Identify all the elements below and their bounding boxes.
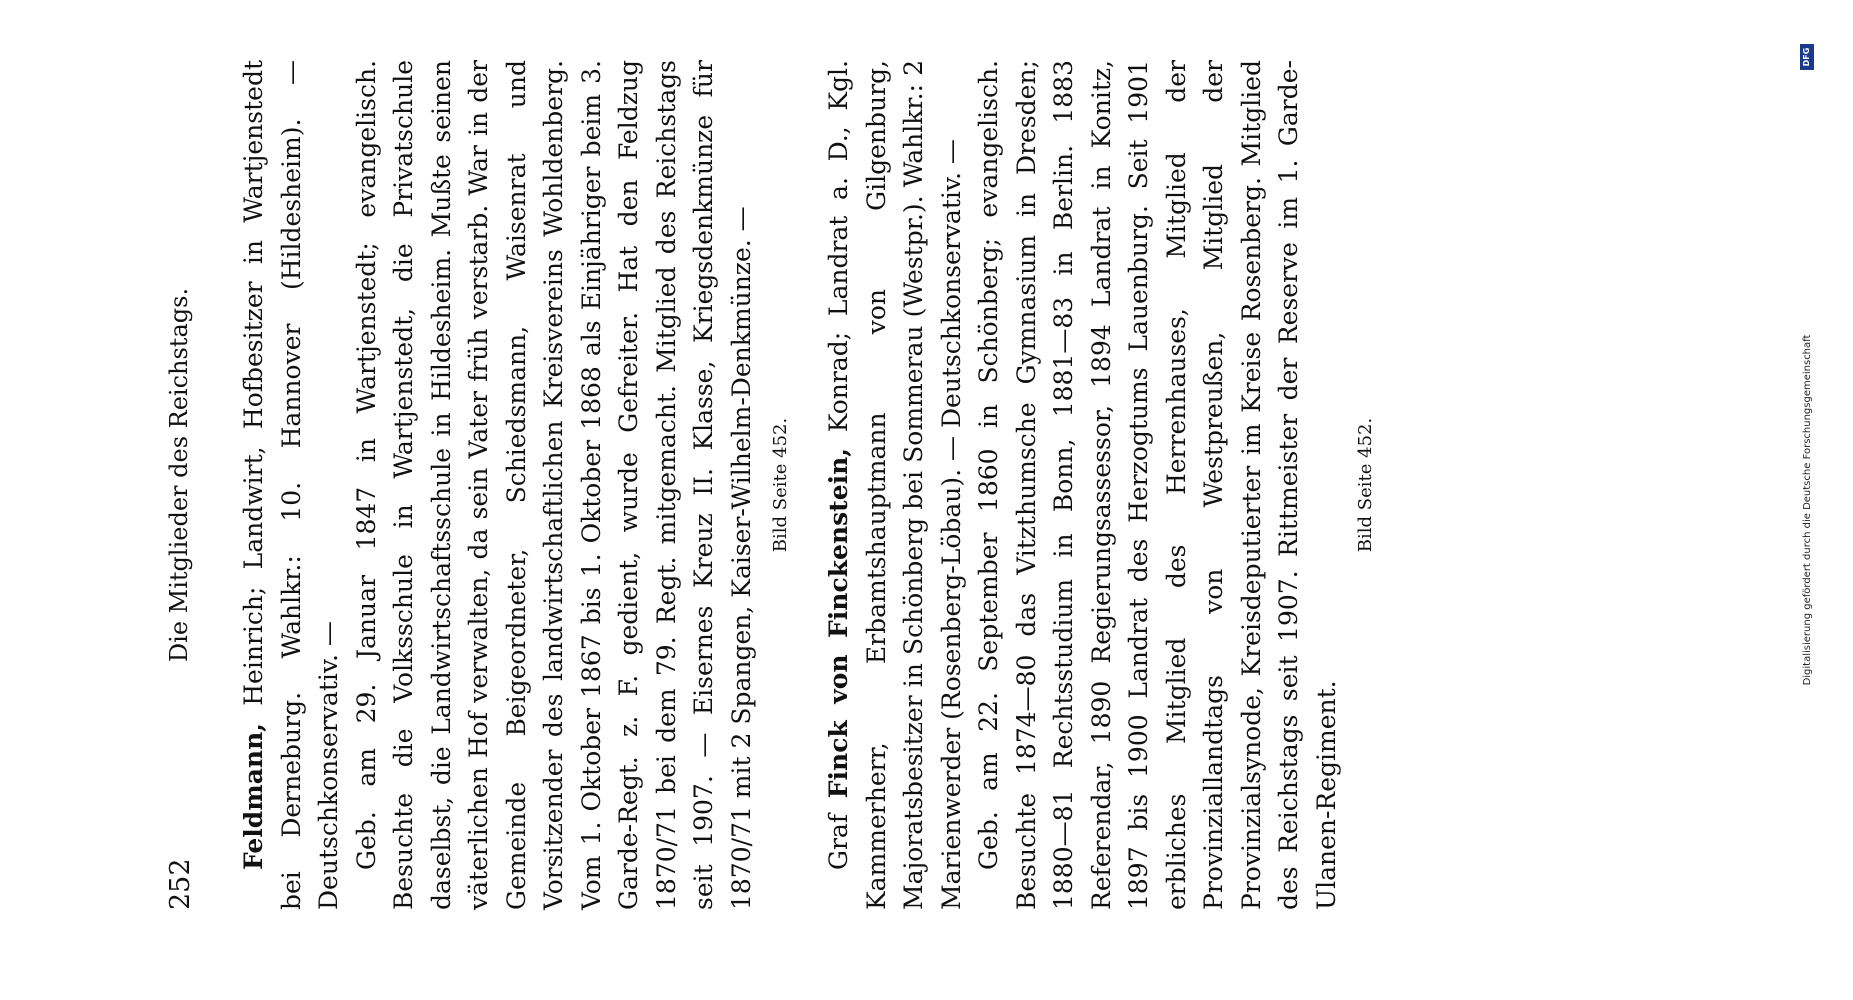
member-intro: Konrad; Landrat a. D., Kgl. Kammerherr, Erbamtshauptmann von Gilgenburg, Majoratsbesitzer in Schönberg bei Sommerau (Westpr.). Wahlkr.: 2 Marienwerder (Rosenberg-Löbau). — Deutschkonservativ. — xyxy=(824,60,966,910)
image-reference: Bild Seite 452. xyxy=(1355,417,1376,553)
member-intro: Heinrich; Landwirt, Hofbesitzer in Wartjenstedt bei Derneburg. Wahlkr.: 10. Hannover (Hildesheim). — Deutschkonservativ. — xyxy=(239,60,343,910)
funding-note: Digitalisierung gefördert durch die Deutsche Forschungsgemeinschaft xyxy=(1802,334,1813,686)
member-prefix: Graf xyxy=(824,798,853,870)
entry-heading xyxy=(235,60,348,910)
member-bio: Geb. am 29. Januar 1847 in Wartjenstedt; evangelisch. Besuchte die Volksschule in Wartjenstedt, die Privatschule daselbst, die Landwirtschaftsschule in Hildesheim. Mußte seinen väterlichen Hof verwalten, da sein Vater früh verstarb. War in der Gemeinde Beigeordneter, Schiedsmann, Waisenrat und Vorsitzender des landwirtschaftlichen Kreisvereins Wohldenberg. Vom 1. Oktober 1867 bis 1. Oktober 1868 als Einjähriger beim 3. Garde-Regt. z. F. gedient, wurde Gefreiter. Hat den Feldzug 1870/71 bei dem 79. Regt. mitgemacht. Mitglied des Reichstags seit 1907. — Eisernes Kreuz II. Klasse, Kriegsdenkmünze für 1870/71 mit 2 Spangen, Kaiser-Wilhelm-Denkmünze. — xyxy=(351,60,756,910)
member-name: Feldmann, xyxy=(239,723,268,870)
running-head: Die Mitglieder des Reichstags. xyxy=(165,287,193,663)
dfg-logo-text: DFG xyxy=(1802,47,1811,67)
dfg-logo xyxy=(1800,44,1814,70)
page-number: 252 xyxy=(165,858,196,910)
member-entry xyxy=(820,60,1381,910)
image-reference: Bild Seite 452. xyxy=(770,417,791,553)
member-bio: Geb. am 22. September 1860 in Schönberg; evangelisch. Besuchte 1874—80 das Vitzthumsche Gymnasium in Dresden; 1880—81 Rechtsstudium in Bonn, 1881—83 in Berlin. 1883 Referendar, 1890 Regierungsassessor, 1894 Landrat in Konitz, 1897 bis 1900 Landrat des Herzogtums Lauenburg. Seit 1901 erbliches Mitglied des Herrenhauses, Mitglied der Provinziallandtags von Westpreußen, Mitglied der Provinzialsynode, Kreisdeputierter im Kreise Rosenberg. Mitglied des Reichstags seit 1907. Rittmeister der Reserve im 1. Garde-Ulanen-Regiment. xyxy=(974,60,1341,910)
text-block xyxy=(235,60,1385,910)
entry-heading xyxy=(820,60,970,910)
page-header xyxy=(165,40,205,910)
member-entry xyxy=(235,60,796,910)
member-name: Finck von Finckenstein, xyxy=(824,448,853,799)
